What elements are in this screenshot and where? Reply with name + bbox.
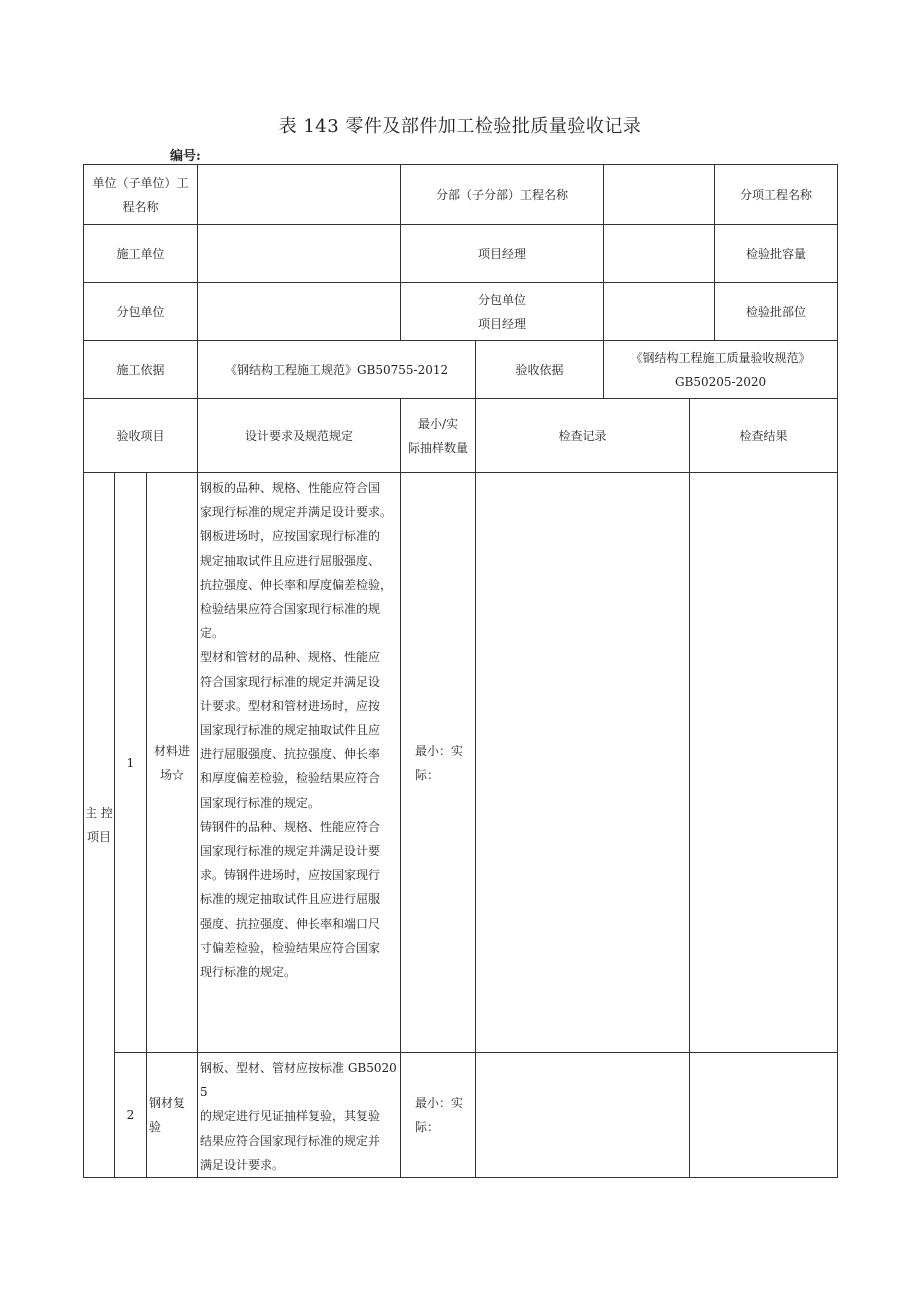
sub-pm-label-line1: 分包单位 (478, 292, 527, 307)
acceptance-basis-value (604, 341, 838, 399)
main-control-label (84, 473, 115, 1178)
col-header-result: 检查结果 (690, 399, 838, 473)
item-1-req-line: 铸钢件的品种、规格、性能应符合 (200, 819, 381, 834)
col-header-record: 检查记录 (476, 399, 690, 473)
item-1-req-line: 规定抽取试件且应进行屈服强度、 (200, 553, 381, 568)
item-1-req-line: 检验结果应符合国家现行标准的规 (200, 602, 381, 617)
item-1-req-line: 国家现行标准的规定。 (200, 795, 321, 810)
item-2-result[interactable] (690, 1053, 838, 1178)
item-1-req-line: 和厚度偏差检验，检验结果应符合 (200, 771, 381, 786)
item-2-number: 2 (115, 1053, 147, 1178)
item-1-req-line: 强度、抗拉强度、伸长率和端口尺 (200, 916, 381, 931)
pm-label: 项目经理 (401, 225, 604, 283)
sub-pm-label-line2: 项目经理 (478, 316, 527, 331)
sub-pm-label (401, 283, 604, 341)
col-header-requirement: 设计要求及规范规定 (198, 399, 401, 473)
item-1-name (147, 473, 198, 1053)
item-2-req-line: 满足设计要求。 (200, 1157, 285, 1172)
document-number-label: 编号: (170, 149, 201, 164)
sub-pm-value[interactable] (604, 283, 715, 341)
batch-part-label: 检验批部位 (715, 283, 838, 341)
item-1-req-line: 寸偏差检验，检验结果应符合国家 (200, 940, 381, 955)
item-1-req-line: 国家现行标准的规定并满足设计要 (200, 844, 381, 859)
item-1-sample-line1: 最小：实 (415, 743, 464, 758)
item-2-name-line2: 验 (149, 1120, 162, 1134)
subitem-label: 分项工程名称 (715, 165, 838, 225)
item-1-req-line: 型材和管材的品种、规格、性能应 (200, 650, 381, 665)
item-1-name-line2: 场☆ (160, 767, 185, 782)
item-1-name-line1: 材料进 (154, 743, 191, 758)
item-1-req-line: 现行标准的规定。 (200, 965, 297, 980)
item-1-result[interactable] (690, 473, 838, 1053)
item-1-req-line: 定。 (200, 626, 225, 641)
item-1-sample-line2: 际： (415, 767, 440, 782)
main-control-label-line1: 主 控 (85, 806, 113, 820)
item-1-req-line: 符合国家现行标准的规定并满足设 (200, 674, 381, 689)
pm-value[interactable] (604, 225, 715, 283)
col-header-sample (401, 399, 476, 473)
item-1-record[interactable] (476, 473, 690, 1053)
item-2-record[interactable] (476, 1053, 690, 1178)
item-1-requirement (198, 473, 401, 1053)
construction-basis-value: 《钢结构工程施工规范》GB50755-2012 (198, 341, 476, 399)
item-1-req-line: 求。铸钢件进场时，应按国家现行 (200, 868, 381, 883)
unit-project-label: 单位（子单位）工程名称 (84, 165, 198, 225)
item-2-name (147, 1053, 198, 1178)
item-2-sample-line1: 最小：实 (415, 1096, 464, 1110)
page-title: 表 143 零件及部件加工检验批质量验收记录 (278, 116, 642, 137)
item-2-name-line1: 钢材复 (149, 1096, 186, 1110)
acceptance-basis-label: 验收依据 (476, 341, 604, 399)
acceptance-basis-line2: GB50205-2020 (674, 374, 767, 389)
subcontractor-label: 分包单位 (84, 283, 198, 341)
division-label: 分部（子分部）工程名称 (401, 165, 604, 225)
inspection-record-table (83, 164, 838, 1178)
item-1-req-line: 抗拉强度、伸长率和厚度偏差检验， (200, 577, 393, 592)
col-header-item: 验收项目 (84, 399, 198, 473)
item-1-number: 1 (115, 473, 147, 1053)
contractor-label: 施工单位 (84, 225, 198, 283)
col-header-sample-line1: 最小/实 (418, 416, 459, 431)
item-2-sample[interactable] (401, 1053, 476, 1178)
item-2-requirement (198, 1053, 401, 1178)
item-2-req-line: 结果应符合国家现行标准的规定并 (200, 1133, 381, 1148)
item-1-req-line: 标准的规定抽取试件且应进行屈服 (200, 892, 381, 907)
item-1-req-line: 钢板的品种、规格、性能应符合国 (200, 481, 381, 495)
item-2-req-line: 钢板、型材、管材应按标准 GB50205 (200, 1061, 397, 1100)
construction-basis-label: 施工依据 (84, 341, 198, 399)
item-1-req-line: 国家现行标准的规定抽取试件且应 (200, 723, 381, 738)
item-1-req-line: 进行屈服强度、抗拉强度、伸长率 (200, 747, 381, 762)
item-2-sample-line2: 际： (415, 1120, 440, 1134)
subcontractor-value[interactable] (198, 283, 401, 341)
item-1-req-line: 家现行标准的规定并满足设计要求。 (200, 505, 393, 520)
contractor-value[interactable] (198, 225, 401, 283)
item-1-sample[interactable] (401, 473, 476, 1053)
col-header-sample-line2: 际抽样数量 (408, 440, 469, 455)
item-1-req-line: 计要求。型材和管材进场时，应按 (200, 698, 381, 713)
item-2-req-line: 的规定进行见证抽样复验，其复验 (200, 1109, 381, 1124)
item-1-req-line: 钢板进场时，应按国家现行标准的 (200, 529, 381, 544)
batch-capacity-label: 检验批容量 (715, 225, 838, 283)
main-control-label-line2: 项目 (86, 830, 111, 844)
acceptance-basis-line1: 《钢结构工程施工质量验收规范》 (630, 350, 811, 365)
unit-project-value[interactable] (198, 165, 401, 225)
division-value[interactable] (604, 165, 715, 225)
